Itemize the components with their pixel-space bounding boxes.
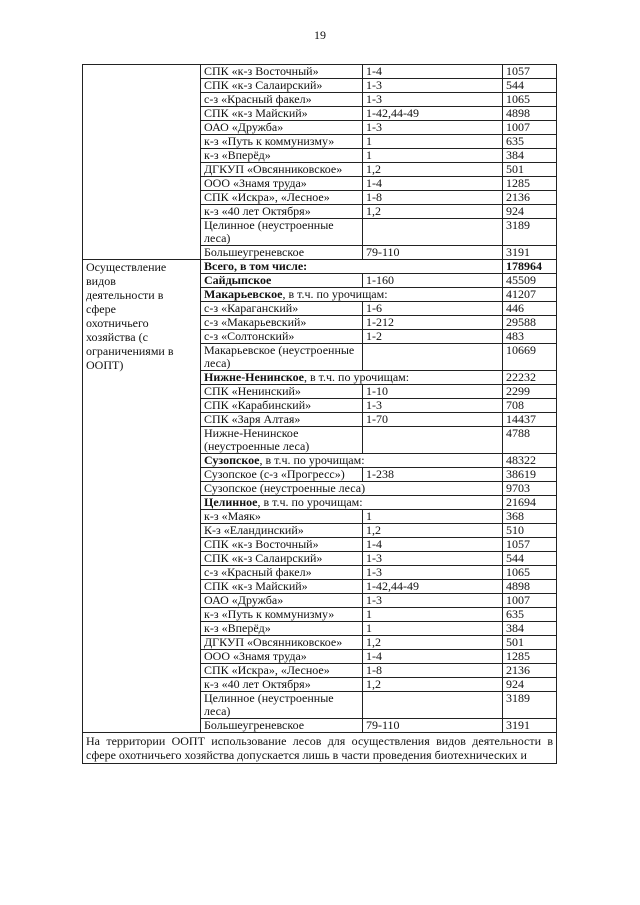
nizhne-tract-name: Нижне-Ненинское (неустроенные леса) [201, 427, 363, 454]
table-body-top [83, 65, 557, 260]
tract-area: 1065 [503, 93, 557, 107]
tract-quarters: 1-42,44-49 [363, 107, 503, 121]
celinnoe-tract-quarters: 1 [363, 622, 503, 636]
tract-name: с-з «Красный факел» [201, 93, 363, 107]
nizhne-tract-quarters: 1-10 [363, 385, 503, 399]
celinnoe-tract-name: СПК «к-з Майский» [201, 580, 363, 594]
tract-name: СПК «к-з Майский» [201, 107, 363, 121]
celinnoe-tract-name: СПК «к-з Восточный» [201, 538, 363, 552]
tract-name: Целинное (неустроенные леса) [201, 219, 363, 246]
tract-quarters: 1 [363, 135, 503, 149]
activity-line: сфере [86, 302, 116, 316]
makarievskoe-tract-quarters: 1-212 [363, 316, 503, 330]
tract-area: 3191 [503, 246, 557, 260]
celinnoe-tract-area: 924 [503, 678, 557, 692]
table-body-note [83, 733, 557, 764]
celinnoe-tract-area: 501 [503, 636, 557, 650]
celinnoe-tract-area: 510 [503, 524, 557, 538]
celinnoe-tract-name: ООО «Знамя труда» [201, 650, 363, 664]
tract-name: к-з «40 лет Октября» [201, 205, 363, 219]
celinnoe-tract-quarters: 1-4 [363, 650, 503, 664]
celinnoe-tract-quarters: 1,2 [363, 524, 503, 538]
saidyp-area: 45509 [503, 274, 557, 288]
tract-area: 1057 [503, 65, 557, 79]
activity-line: охотничьего [86, 316, 149, 330]
nizhne-tract-name: СПК «Карабинский» [201, 399, 363, 413]
activity-line: деятельности в [86, 288, 164, 302]
celinnoe-tract-quarters [363, 692, 503, 719]
makarievskoe-name: Макарьевское [204, 287, 283, 301]
nizhne-tract-name: СПК «Заря Алтая» [201, 413, 363, 427]
celinnoe-tract-name: Целинное (неустроенные леса) [201, 692, 363, 719]
tract-name: СПК «к-з Салаирский» [201, 79, 363, 93]
tract-name: к-з «Путь к коммунизму» [201, 135, 363, 149]
tract-area: 924 [503, 205, 557, 219]
forest-use-table [82, 64, 557, 764]
tract-quarters [363, 219, 503, 246]
suzop-progress-name: Сузопское (с-з «Прогресс») [201, 468, 363, 482]
tract-quarters: 1-3 [363, 93, 503, 107]
suzop-progress-area: 38619 [503, 468, 557, 482]
celinnoe-tract-area: 1057 [503, 538, 557, 552]
celinnoe-tract-quarters: 1-8 [363, 664, 503, 678]
tract-name: к-з «Вперёд» [201, 149, 363, 163]
makarievskoe-tract-area: 483 [503, 330, 557, 344]
page-number: 19 [314, 28, 326, 42]
tract-area: 1285 [503, 177, 557, 191]
saidyp-name: Сайдыпское [201, 274, 363, 288]
tract-area: 4898 [503, 107, 557, 121]
nizhne-tract-quarters: 1-70 [363, 413, 503, 427]
makarievskoe-header [201, 288, 503, 302]
tract-area: 501 [503, 163, 557, 177]
celinnoe-tract-name: ДГКУП «Овсянниковское» [201, 636, 363, 650]
celinnoe-tract-name: к-з «Вперёд» [201, 622, 363, 636]
celinnoe-tract-area: 368 [503, 510, 557, 524]
nizhne-tract-area: 14437 [503, 413, 557, 427]
celinnoe-tract-area: 4898 [503, 580, 557, 594]
tract-quarters: 1-3 [363, 79, 503, 93]
celinnoe-tract-quarters: 1-3 [363, 594, 503, 608]
tract-quarters: 1-3 [363, 121, 503, 135]
celinnoe-tract-name: ОАО «Дружба» [201, 594, 363, 608]
makarievskoe-suffix: , в т.ч. по урочищам: [282, 287, 388, 301]
tract-quarters: 1 [363, 149, 503, 163]
celinnoe-tract-name: СПК «Искра», «Лесное» [201, 664, 363, 678]
celinnoe-tract-name: К-з «Еландинский» [201, 524, 363, 538]
nizhne-tract-area: 708 [503, 399, 557, 413]
celinnoe-tract-area: 1007 [503, 594, 557, 608]
celinnoe-tract-quarters: 1 [363, 510, 503, 524]
celinnoe-tract-quarters: 1,2 [363, 678, 503, 692]
celinnoe-tract-quarters: 1-3 [363, 552, 503, 566]
suzop-unmanaged-area: 9703 [503, 482, 557, 496]
celinnoe-name: Целинное [204, 495, 258, 509]
note-text: На территории ООПТ использование лесов для осуществления видов деятельности в сфере охотничьего хозяйства допускается лишь в части проведения биотехнических и [83, 733, 557, 764]
celinnoe-tract-quarters: 1 [363, 608, 503, 622]
activity-line: хозяйства (с [86, 330, 148, 344]
nizhne-tract-area: 4788 [503, 427, 557, 454]
makarievskoe-tract-quarters: 1-6 [363, 302, 503, 316]
nizhne-tract-name: СПК «Ненинский» [201, 385, 363, 399]
activity-line: ограничениями в [86, 344, 174, 358]
suzop-area: 48322 [503, 454, 557, 468]
tract-quarters: 1-4 [363, 177, 503, 191]
activity-line: ООПТ) [86, 358, 124, 372]
nizhne-neninskoe-area: 22232 [503, 371, 557, 385]
celinnoe-tract-quarters: 1-42,44-49 [363, 580, 503, 594]
activity-line: Осуществление [86, 260, 167, 274]
celinnoe-suffix: , в т.ч. по урочищам: [257, 495, 363, 509]
celinnoe-tract-name: Большеугреневское [201, 719, 363, 733]
tract-quarters: 1,2 [363, 163, 503, 177]
tract-quarters: 1-4 [363, 65, 503, 79]
activity-cell [83, 260, 201, 733]
tract-area: 3189 [503, 219, 557, 246]
tract-area: 635 [503, 135, 557, 149]
makarievskoe-area: 41207 [503, 288, 557, 302]
tract-area: 544 [503, 79, 557, 93]
nizhne-neninskoe-header [201, 371, 503, 385]
celinnoe-tract-quarters: 1-3 [363, 566, 503, 580]
celinnoe-area: 21694 [503, 496, 557, 510]
nizhne-tract-area: 2299 [503, 385, 557, 399]
makarievskoe-tract-area: 446 [503, 302, 557, 316]
tract-name: СПК «Искра», «Лесное» [201, 191, 363, 205]
celinnoe-tract-area: 1065 [503, 566, 557, 580]
nizhne-neninskoe-name: Нижне-Ненинское [204, 370, 304, 384]
makarievskoe-tract-name: с-з «Макарьевский» [201, 316, 363, 330]
tract-area: 1007 [503, 121, 557, 135]
total-area: 178964 [503, 260, 557, 274]
celinnoe-tract-area: 2136 [503, 664, 557, 678]
tract-name: ДГКУП «Овсянниковское» [201, 163, 363, 177]
celinnoe-tract-area: 3191 [503, 719, 557, 733]
celinnoe-tract-area: 1285 [503, 650, 557, 664]
celinnoe-tract-quarters: 1-4 [363, 538, 503, 552]
makarievskoe-tract-name: с-з «Караганский» [201, 302, 363, 316]
celinnoe-tract-quarters: 1,2 [363, 636, 503, 650]
makarievskoe-tract-name: Макарьевское (неустроенные леса) [201, 344, 363, 371]
makarievskoe-tract-name: с-з «Солтонский» [201, 330, 363, 344]
celinnoe-header [201, 496, 503, 510]
suzop-header [201, 454, 503, 468]
suzop-progress-quarters: 1-238 [363, 468, 503, 482]
tract-area: 384 [503, 149, 557, 163]
tract-quarters: 1-8 [363, 191, 503, 205]
celinnoe-tract-area: 384 [503, 622, 557, 636]
celinnoe-tract-name: с-з «Красный факел» [201, 566, 363, 580]
celinnoe-tract-name: к-з «Маяк» [201, 510, 363, 524]
celinnoe-tract-area: 544 [503, 552, 557, 566]
tract-name: Большеугреневское [201, 246, 363, 260]
tract-name: ОАО «Дружба» [201, 121, 363, 135]
saidyp-quarters: 1-160 [363, 274, 503, 288]
tract-area: 2136 [503, 191, 557, 205]
makarievskoe-tract-quarters [363, 344, 503, 371]
table-row [83, 65, 557, 79]
suzop-unmanaged-name: Сузопское (неустроенные леса) [201, 482, 503, 496]
nizhne-tract-quarters [363, 427, 503, 454]
suzop-name: Сузопское [204, 453, 260, 467]
nizhne-neninskoe-suffix: , в т.ч. по урочищам: [304, 370, 410, 384]
makarievskoe-tract-area: 10669 [503, 344, 557, 371]
tract-name: ООО «Знамя труда» [201, 177, 363, 191]
makarievskoe-tract-quarters: 1-2 [363, 330, 503, 344]
tract-quarters: 1,2 [363, 205, 503, 219]
total-row [83, 260, 557, 274]
tract-quarters: 79-110 [363, 246, 503, 260]
celinnoe-tract-name: СПК «к-з Салаирский» [201, 552, 363, 566]
makarievskoe-tract-area: 29588 [503, 316, 557, 330]
suzop-suffix: , в т.ч. по урочищам: [259, 453, 365, 467]
celinnoe-tract-quarters: 79-110 [363, 719, 503, 733]
activity-line: видов [86, 274, 116, 288]
celinnoe-tract-area: 3189 [503, 692, 557, 719]
nizhne-tract-quarters: 1-3 [363, 399, 503, 413]
celinnoe-tract-name: к-з «Путь к коммунизму» [201, 608, 363, 622]
tract-name: СПК «к-з Восточный» [201, 65, 363, 79]
note-row [83, 733, 557, 764]
table-body-main [83, 260, 557, 733]
total-label: Всего, в том числе: [201, 260, 503, 274]
activity-cell-empty [83, 65, 201, 260]
celinnoe-tract-area: 635 [503, 608, 557, 622]
celinnoe-tract-name: к-з «40 лет Октября» [201, 678, 363, 692]
